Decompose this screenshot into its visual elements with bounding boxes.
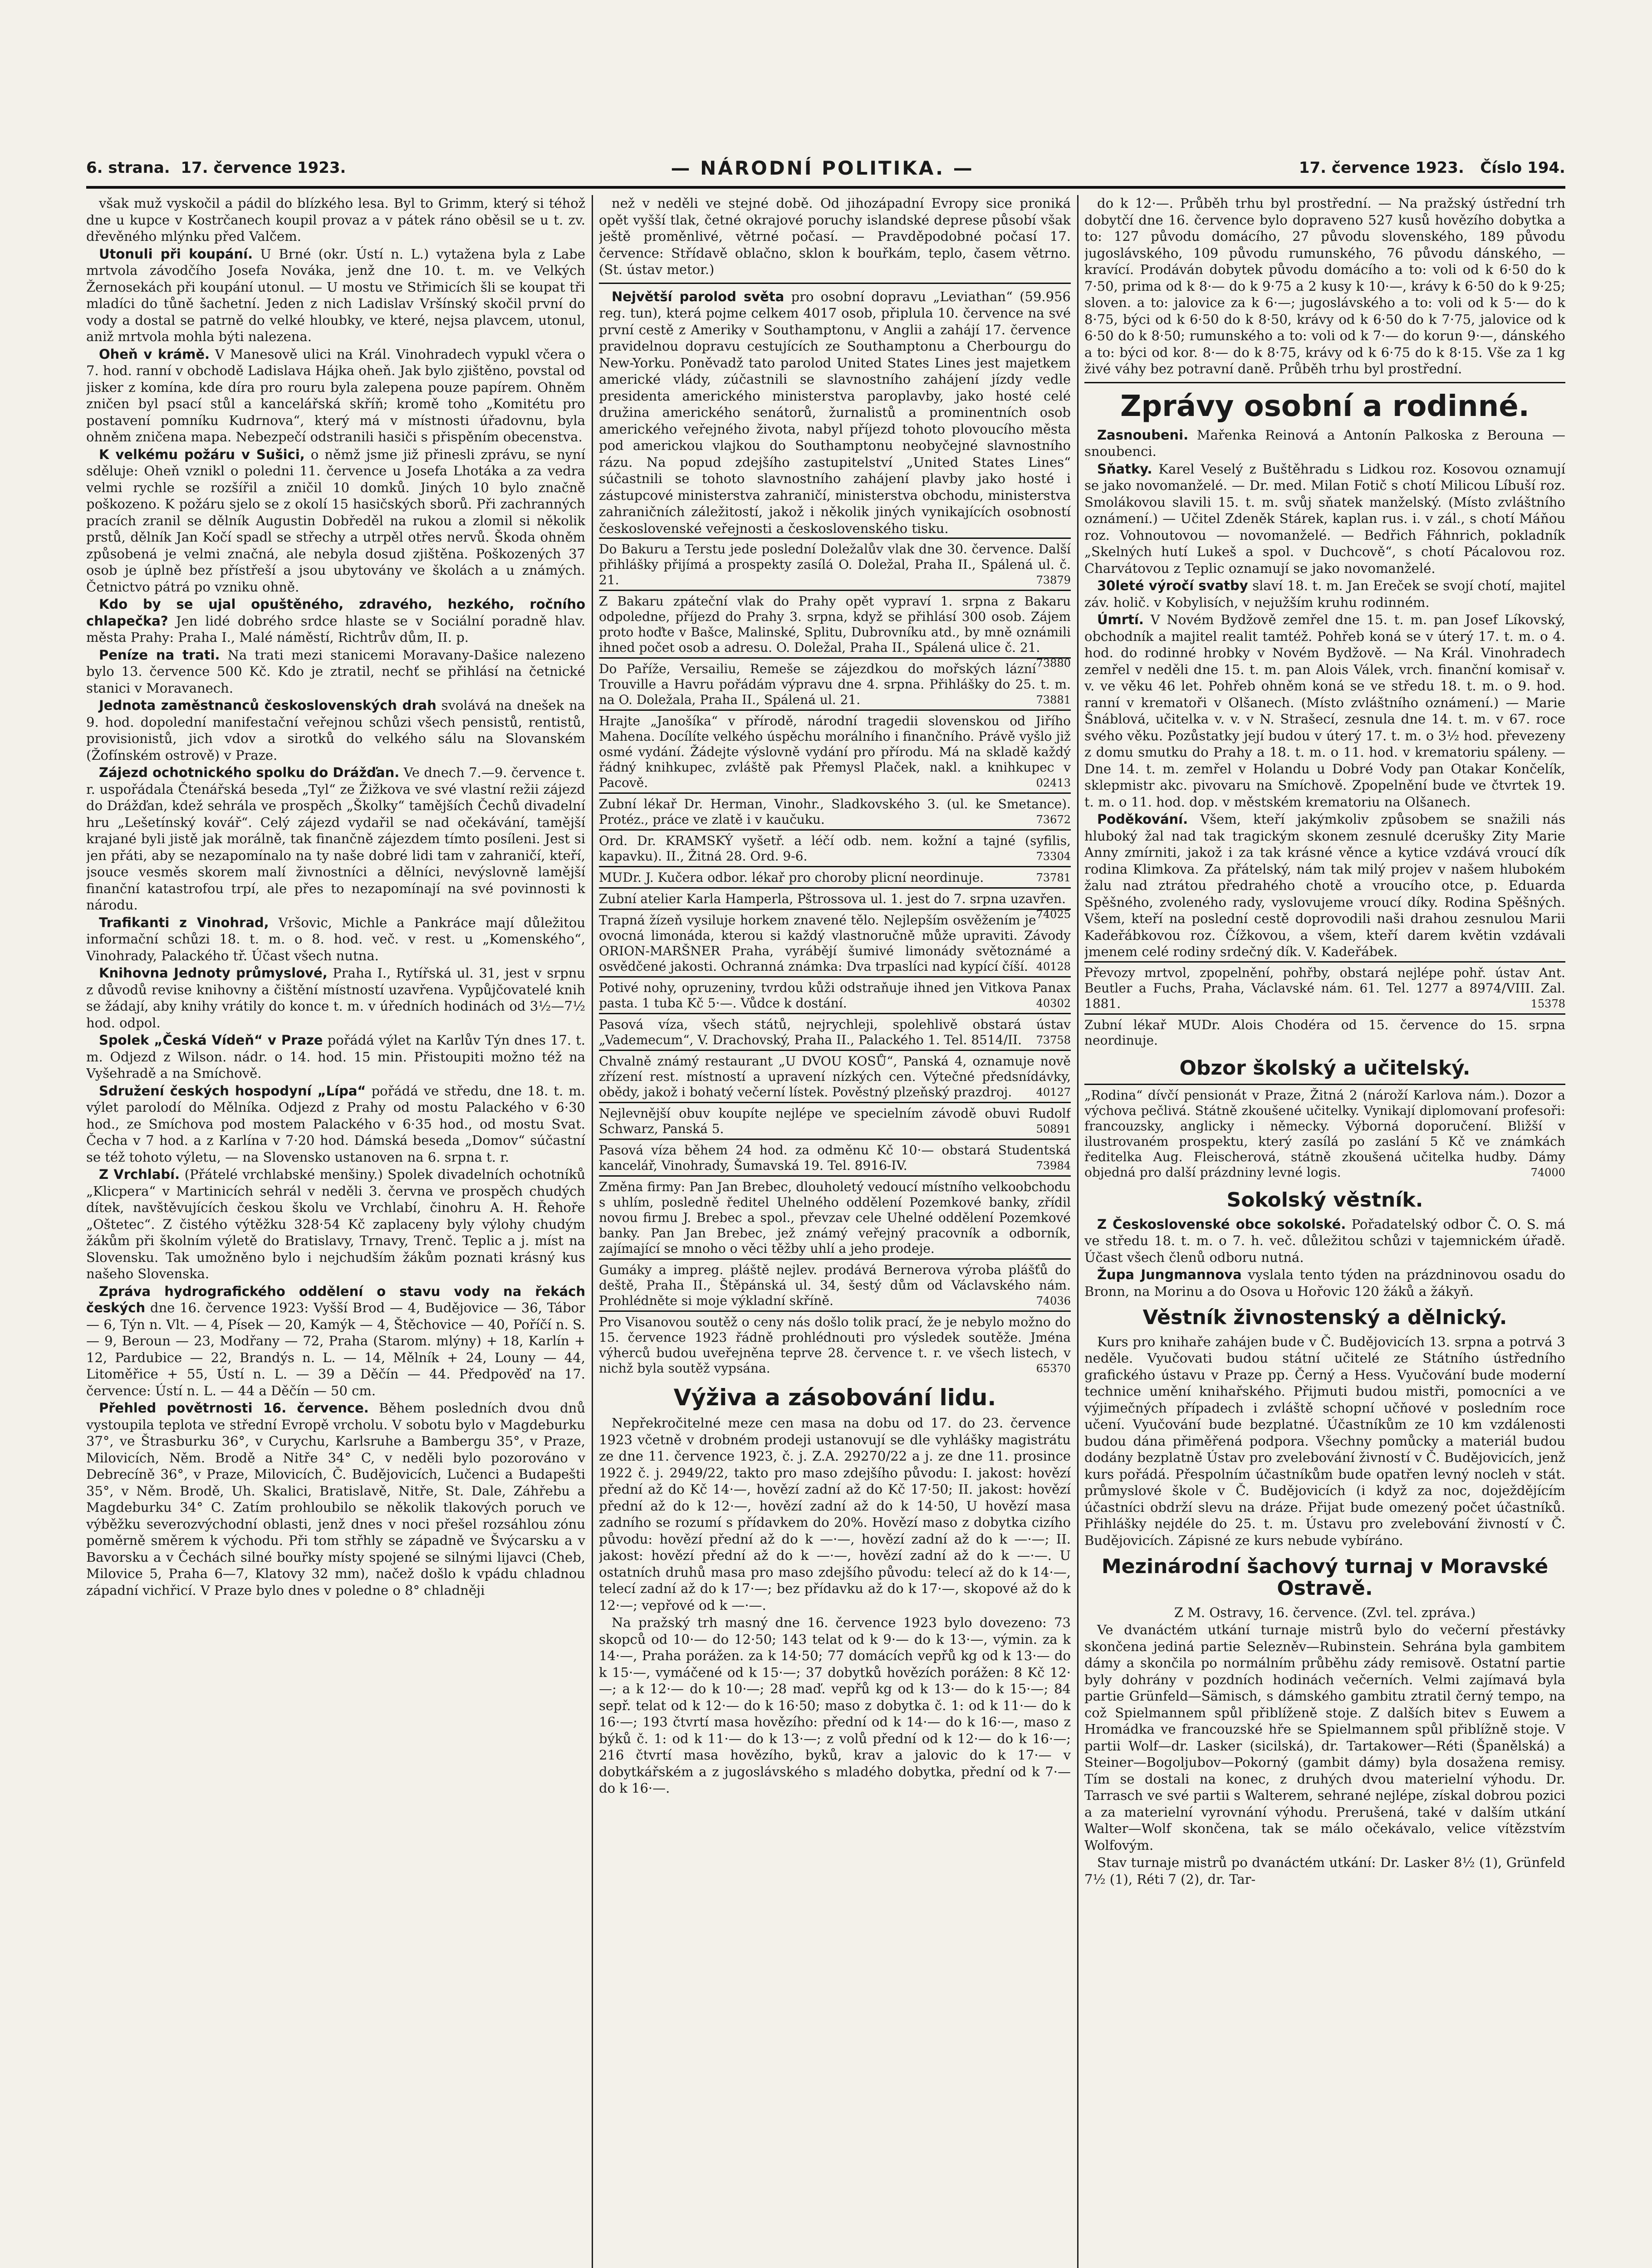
ad-text: Gumáky a impreg. pláště nejlev. prodává Bernerova výroba plášťů do deště, Praha II., Štěpánská ul. 34, šestý dům od Václavského nám. Prohlédněte si moje výkladní skříně. <box>599 1262 1071 1308</box>
personal-item-text: slaví 18. t. m. Jan Ereček se svojí chotí, majitel záv. holič. v Kobylisích, v nejužším kruhu rodinném. <box>1084 578 1565 610</box>
ad-code: 02413 <box>1036 777 1071 789</box>
news-item: Největší parolod světa pro osobní dopravu „Leviathan“ (59.956 reg. tun), která pojme celkem 4017 osob, připlula 10. července na své první cestě z Ameriky v Southamptonu, v Anglii a zahájí 17. července pravidelnou dopravu cestujících ze Southamptonu a Cherbourgu do New-Yorku. Poněvadž tato parolod United States Lines jest majetkem americké vlády, zúčastnili se slavnostního zahájení jízdy vedle presidenta amerického ministerstva paroplavby, jako hosté celé družina amerického senátorů, žurnalistů a prominentních osob amerického veřejného života, nabyl příjezd tohoto plovoucího města pod americkou vlajkou do Southamptonu neobyčejné slavnostního rázu. Na popud zdejšího zastupitelství „United States Lines“ súčastnili se tohoto slavnostního zahájení plavby jako hosté i zástupcové ministerstva zahraničí, ministerstva obchodu, ministerstva zahraničních záležitostí, jakož i několik jiných vynikajících osobností československé veřejnosti a československého tisku. <box>599 288 1071 536</box>
news-item-title: Trafikanti z Vinohrad, <box>99 914 269 930</box>
page-label: 6. strana. 17. července 1923. <box>86 159 346 177</box>
ad-code: 65370 <box>1036 1362 1071 1375</box>
ad-text: Do Bakuru a Terstu jede poslední Doležalův vlak dne 30. července. Další přihlášky přijímá a prospekty zasílá O. Doležal, Praha II., Spálená ul. č. 21. <box>599 542 1071 587</box>
chess-dateline: Z M. Ostravy, 16. července. (Zvl. tel. zpráva.) <box>1174 1604 1476 1620</box>
ad-code: 40128 <box>1036 960 1071 973</box>
news-item-text: dne 16. července 1923: Vyšší Brod — 4, Budějovice — 36, Tábor — 6, Týn n. Vlt. — 4, Písek — 20, Kamýk — 4, Štěchovice — 40, Poříčí n. S. — 9, Beroun — 23, Modřany — 72, Praha (Starom. mlýny) + 18, Karlín + 12, Pardubice — 22, Brandýs n. L. — 14, Mělník + 24, Louny — 44, Litoměřice + 55, Ústí n. L. — 39 a Děčín — 44. Předpověď na 17. července: Ústí n. L. — 44 a Děčín — 50 cm. <box>86 1300 585 1398</box>
page-header <box>86 150 1565 186</box>
ad-text: Ord. Dr. KRAMSKÝ vyšetř. a léčí odb. nem. kožní a tajné (syfilis, kapavku). II., Žitná 28. Ord. 9-6. <box>599 833 1071 864</box>
personal-item-title: Sňatky. <box>1097 461 1152 477</box>
ad-text: Převozy mrtvol, zpopelnění, pohřby, obstará nejlépe pohř. ústav Ant. Beutler a Fuchs, Praha, Václavské nám. 61. Tel. 1277 a 8974/VIII. Zal. 1881. <box>1084 965 1565 1011</box>
news-item-text: Na trati mezi stanicemi Moravany-Dašice nalezeno bylo 13. července 500 Kč. Kdo je ztratil, nechť se přihlásí na četnické stanici v Moravanech. <box>86 647 585 696</box>
ad-text: Pasová víza, všech států, nejrychleji, spolehlivě obstará ústav „Vademecum“, V. Drachovský, Praha II., Palackého 1. Tel. 8514/II. <box>599 1017 1071 1047</box>
personal-item <box>1084 811 1565 960</box>
column-rule <box>592 195 593 2268</box>
ad-code: 40127 <box>1036 1086 1071 1099</box>
paper-title: — NÁRODNÍ POLITIKA. — <box>671 156 974 179</box>
classified-ad <box>599 1102 1071 1139</box>
classified-ad <box>599 792 1071 829</box>
ad-text: Do Paříže, Versailiu, Remeše se zájezdkou do mořských lázní Trouville a Havru pořádám výpravu dne 4. srpna. Přihlášky do 25. t. m. na O. Doležala, Praha II., Spálená ul. 21. <box>599 661 1071 707</box>
sokol-item-title: Z Československé obce sokolské. <box>1097 1216 1346 1232</box>
ad-code: 73758 <box>1036 1034 1071 1046</box>
news-item <box>86 1083 585 1166</box>
news-item-title: Peníze na trati. <box>99 647 220 663</box>
ad-text: Trapná žízeň vysiluje horkem znavené tělo. Nejlepším osvěžením je ovocná limonáda, kterou si každý vlastnoručně může upraviti. Závody ORION-MARŠNER Praha, vyrábějí šumivé limonády světoznámé a osvědčené jakosti. Ochranná známka: Dva trpaslíci nad kypící číší. <box>599 913 1071 974</box>
classified-ad <box>599 866 1071 887</box>
classified-ad <box>599 887 1071 921</box>
news-item <box>86 647 585 697</box>
news-item-title: Z Vrchlabí. <box>99 1167 180 1182</box>
news-item <box>86 965 585 1031</box>
news-item <box>86 246 585 345</box>
news-item-title: Kdo by se ujal opuštěného, zdravého, hezkého, ročního chlapečka? <box>86 596 585 629</box>
classified-ad <box>599 1139 1071 1175</box>
news-item <box>86 1400 585 1598</box>
ad-code: 50891 <box>1036 1123 1071 1135</box>
classified-ad <box>1084 961 1565 1013</box>
news-item-text: (Přátelé vrchlabské menšiny.) Spolek divadelních ochotníků „Klicpera“ v Martinicích sehrál v neděli 3. června ve prospěch chudých dítek, navštěvujících českou školu ve Vrchlabí, činohru A. H. Řehoře „Oštetec“. Z čistého výtěžku 328·54 Kč zaplaceny byly výlohy chudým žákům při školním výletě do Bratislavy, Trnavy, Trenč. Teplic a j. míst na Slovensku. Tak umožněno bylo i nejchudším žákům poznati krásný kus našeho Slovenska. <box>86 1167 585 1281</box>
personal-item-title: Zasnoubeni. <box>1097 427 1189 443</box>
column-2 <box>599 195 1071 2268</box>
header-rule <box>86 186 1565 189</box>
personal-item-text: V Novém Bydžově zemřel dne 15. t. m. pan Josef Líkovský, obchodník a majitel realit tamtéž. Pohřeb koná se v úterý 17. t. m. o 4. hod. do rodinné hrobky v Novém Bydžově. — Na Král. Vinohradech zemřel v neděli dne 15. t. m. pan Alois Válek, vrch. finanční komisař v. v. ve věku 46 let. Pohřeb ohněm koná se ve středu 18. t. m. o 9. hod. ranní v krematoři v Olšanech. (Místo zvláštního oznámení.) — Marie Šnáblová, učitelka v. v. v N. Strašecí, zesnula dne 14. t. m. v 67. roce svého věku. Pozůstatky její budou v úterý 17. t. m. o 3½ hod. převezeny z domu smutku do Prahy a 18. t. m. o 11. hod. v krematoriu spáleny. — Dne 14. t. m. zemřel v Holandu u Dobré Vody pan Otakar Končelík, sklepmistr akc. pivovaru na Smíchově. Zpopelnění bude ve čtvrtek 19. t. m. o 11. hod. dop. v městském krematoriu na Olšanech. <box>1084 612 1565 810</box>
classified-ad <box>599 909 1071 976</box>
news-item-title: Zpráva hydrografického oddělení o stavu vody na řekách českých <box>86 1283 585 1315</box>
news-item-title: Utonuli při koupání. <box>99 246 253 262</box>
classified-ad <box>599 829 1071 866</box>
news-item <box>86 1283 585 1399</box>
news-item <box>86 596 585 646</box>
ad-text: Zubní lékař Dr. Herman, Vinohr., Sladkovského 3. (ul. ke Smetance). Protéz., práce ve zlatě i v kaučuku. <box>599 797 1071 827</box>
personal-item <box>1084 461 1565 577</box>
school-ad: „Rodina“ dívčí pensionát v Praze, Žitná 2 (nároží Karlova nám.). Dozor a výchova pečlivá. Státně zkoušené učitelky. Vynikají diplomovaní profesoři: francouzsky, anglicky i německy. Výborná doporučení. Bližší v ilustrovaném prospektu, který zasílá po zaslání 5 Kč ve známkách ředitelka Aug. Fleischerová, státně zkoušená učitelka hudby. Dámy objedná pro další prázdniny levné logis. 74000 <box>1084 1084 1565 1182</box>
personal-item-text: Všem, kteří jakýmkoliv způsobem se snažili nás hluboký žal nad tak tragickým skonem zesnulé dcerušky Zity Marie Anny zmírniti, jakož i za tak krásné věnce a kytice vzdává vroucí dík rodina Klimkova. Za přátelský, nám tak milý projev v našem hlubokém žalu nad ztrátou předrahého chotě a vroucího otce, p. Eduarda Spěšného, zvoleného rady, vyslovujeme vroucí díky. Rodina Spěšných. Všem, kteří na poslední cestě doprovodili naši drahou zesnulou Marii Kadeřábkovou roz. Čížkovou, a všem, kteří darem květin vzdávali jmenem celé rodiny srdečný dík. V. Kadeřábek. <box>1084 811 1565 960</box>
ad-code: 73672 <box>1036 813 1071 826</box>
classified-ads <box>1084 961 1565 1050</box>
news-item-text: Jen lidé dobrého srdce hlaste se v Sociální poradně hlav. města Prahy: Praha I., Malé náměstí, Richtrův dům, II. p. <box>86 613 585 645</box>
section-title-chess: Mezinárodní šachový turnaj v Moravské Ostravě. <box>1101 1555 1549 1600</box>
classified-ad <box>599 538 1071 590</box>
ad-text: Pasová víza během 24 hod. za odměnu Kč 10·— obstará Studentská kancelář, Vinohrady, Šumavská 19. Tel. 8916-IV. <box>599 1143 1071 1173</box>
divider <box>599 283 1071 284</box>
personal-item-title: Poděkování. <box>1097 811 1188 827</box>
column-1 <box>86 195 585 2268</box>
news-item <box>86 195 585 245</box>
news-item-title: K velkému požáru v Sušici, <box>99 446 305 462</box>
classified-ad <box>599 1013 1071 1050</box>
sokol-item <box>1084 1266 1565 1300</box>
section-title-sokol: Sokolský věstník. <box>1226 1188 1423 1212</box>
ad-code: 73304 <box>1036 850 1071 863</box>
ad-code: 73880 <box>1036 657 1071 670</box>
ad-code: 73984 <box>1036 1159 1071 1172</box>
classified-ad <box>599 1310 1071 1378</box>
classified-ad <box>599 1258 1071 1310</box>
classified-ad <box>599 976 1071 1013</box>
news-item-title: Knihovna Jednoty průmyslové, <box>99 965 328 981</box>
ad-text: MUDr. J. Kučera odbor. lékař pro choroby plicní neordinuje. <box>599 870 984 885</box>
ad-text: Z Bakaru zpáteční vlak do Prahy opět vypraví 1. srpna z Bakaru odpoledne, příjezd do Prahy 3. srpna, když se přihlásí 300 osob. Zájem proto hoďte v Bašce, Malinské, Splitu, Dubrovníku atd., by mně oznámili ihned počet osob a adresu. O. Doležal, Praha II., Spálená ulice č. 21. <box>599 594 1071 655</box>
news-item-text: Během posledních dvou dnů vystoupila teplota ve střední Evropě vrcholu. V sobotu bylo v Magdeburku 37°, ve Štrasburku 36°, v Curychu, Karlsruhe a Bambergu 35°, v Praze, Milovicích, Něm. Brodě a Nitře 34° C, v neděli bylo pozorováno v Debrecíně 36°, v Praze, Milovicích, Č. Budějovicích, Lučenci a Budapešti 35°, v Něm. Brodě, Uh. Skalici, Bratislavě, Nitře, St. Dale, Záhřebu a Magdeburku 34° C. Zatím prohloubilo se několik tlakových poruch ve výběžku severozvýchodní oblasti, jenž dnes v noci přešel rozsáhlou zónu poměrně směrem k východu. Při tom střhly se západně ve Švýcarsku a v Bavorsku a v Čechách silné bouřky místy spojené se silnými lijavci (Cheb, Milovice 5, Praha 6—7, Klatovy 32 mm), načež došlo k vpádu chladnou západní vichřicí. V Praze bylo dnes v poledne o 8° chladněji <box>86 1400 585 1598</box>
news-item-text: Praha I., Rytířská ul. 31, jest v srpnu z důvodů revise knihovny a čištění místností uzavřena. Vypůjčovatelé knih se žádají, aby knihy vrátily do konce t. m. v úředních hodinách od 3½—7½ hod. odpol. <box>86 965 585 1031</box>
news-item-text: Vršovic, Michle a Pankráce mají důležitou informační schůzi 18. t. m. o 8. hod. več. v rest. u „Komenského“, Vinohrady, Palackého tř. Účast všech nutna. <box>86 914 585 963</box>
ad-text: Hrajte „Janošíka“ v přírodě, národní tragedii slovenskou od Jiřího Mahena. Docílíte velkého úspěchu morálního i finančního. Právě vyšlo již osmé vydání. Žádejte výslovně vydání pro přírodu. Má na skladě každý řádný knihkupec, zvláště pak Přemysl Plaček, nakl. a knihkupec v Pacově. <box>599 714 1071 790</box>
sokol-item-title: Župa Jungmannova <box>1097 1267 1242 1283</box>
sokol-item-text: Pořadatelský odbor Č. O. S. má ve středu 18. t. m. o 7. h. več. důležitou schůzi v tajemnickém úřadě. Účast všech členů odboru nutná. <box>1084 1216 1565 1265</box>
classified-ad <box>599 1175 1071 1258</box>
meat-prices: Nepřekročitelné meze cen masa na dobu od 17. do 23. července 1923 včetně v drobném prodeji ustanovují se dle vyhlášky magistrátu ze dne 11. července 1923, č. j. Z.A. 29270/22 a j. ze dne 11. prosince 1922 č. j. 2949/22, takto pro maso zdejšího původu: I. jakost: hovězí přední až do Kč 14·—, hovězí zadní až do Kč 17·50; II. jakost: hovězí přední až do k 12·—, hovězí zadní až do k 14·50, U hovězí masa zadního se rozumí s přídavkem do 20%. Hovězí maso z dobytka cizího původu: hovězí přední až do k —·—, hovězí zadní až do k —·—; II. jakost: hovězí přední až do k —·—, hovězí zadní až do k —·—. U ostatních druhů masa pro maso zdejšího původu: telecí až do k 14·—, telecí zadní až do k 17·—; bez přídavku až do k 17·—, skopové až do k 12·—; vepřové od k —·—. <box>599 1415 1071 1613</box>
classified-ad <box>599 709 1071 792</box>
news-item-text: o němž jsme již přinesli zprávu, se nyní sděluje: Oheň vznikl o poledni 11. července u Josefa Lhotáka a za vedra velmi rychle se rozšířil a zničil 10 domků. Jiných 10 bylo značně poškozeno. K požáru sjelo se z okolí 15 hasičských sborů. Při zachranných pracích zranil se dělník Augustin Dobředěl na rukou a zlomil si několik prstů, dělník Jan Kočí spadl se střechy a utrpěl otřes nervů. Škoda ohněm způsobená je velmi značná, ale nebyla dosud zjištěna. Poškozených 37 osob je úplně bez přístřeší a jsou ubytovány ve školách a u známých. Četnictvo pátrá po vzniku ohně. <box>86 446 585 595</box>
news-item-text: svolává na dnešek na 9. hod. dopolední manifestační veřejnou schůzi všech pensistů, rentistů, provisionistů, jich vdov a sirotků do velkého sálu na Slovanském (Žofínském ostrově) v Praze. <box>86 698 585 763</box>
ad-text: Potivé nohy, opruzeniny, tvrdou kůži odstraňuje ihned jen Vitkova Panax pasta. 1 tuba Kč 5·—. Vůdce k dostání. <box>599 980 1071 1011</box>
news-item <box>86 1166 585 1282</box>
news-item-title: Přehled povětrnosti 16. července. <box>99 1400 369 1416</box>
market-continuation: do k 12·—. Průběh trhu byl prostřední. — Na pražský ústřední trh dobytčí dne 16. července bylo dopraveno 527 kusů hovězího dobytka a to: 127 původu domácího, 27 původu slovenského, 189 původu jugoslávského, 109 původu rumunského, 76 původu dánského, — kravící. Prodáván dobytek původu domácího a to: voli od k 6·50 do k 7·50, prima od k 8·— do k 9·75 a 2 kusy k 10·—, krávy k 6·50 do k 9·25; sloven. a to: jalovice za k 6·—; jugoslávského a to: voli od k 5·— do k 8·75, býci od k 6·50 do k 8·50, krávy od k 6·50 do k 7·75, jalovice od k 6·50 do k 8·50; rumunského a to: voli od k 7·— do korun 9·—, dánského a to: býci od kor. 8·— do k 8·75, krávy od k 6·75 do k 8·15. Vše za 1 kg živé váhy bez potravní daně. Průběh trhu byl prostřední. <box>1084 196 1565 376</box>
personal-item-text: Mařenka Reinová a Antonín Palkoska z Berouna — snoubenci. <box>1084 427 1565 459</box>
personal-item <box>1084 577 1565 611</box>
meat-market: Na pražský trh masný dne 16. července 1923 bylo dovezeno: 73 skopců od 10·— do 12·50; 143 telat od k 9·— do k 13·—, výmin. za k 14·—, Praha porážen. za k 14·50; 77 domácích vepřů kg od k 13·— do k 15·—, vymáčené od k 15·—; 37 dobytků hovězích porážen: 8 Kč 12·—; a k 12·— do k 10·—; 28 maď. vepřů kg od k 13·— do k 15·—; 84 sepř. telat od k 12·— do k 16·50; maso z dobytka č. 1: od k 11·— do k 16·—; 193 čtvrtí masa hovězího: přední od k 14·— do k 16·—, maso z býků č. 1: od k 11·— do k 13·—; z volů přední od k 12·— do k 16·—; 216 čtvrtí masa hovězího, byků, krav a jalovic do k 17·— v dobytkářském a z jugoslávského s mladého dobytka, přední od k 7·— do k 16·—. <box>599 1615 1071 1796</box>
column-3 <box>1084 195 1565 2268</box>
news-item <box>86 764 585 914</box>
sokol-item-text: vyslala tento týden na prázdninovou osadu do Bronn, na Morinu a do Osova u Hořovic 120 žáků a žákyň. <box>1084 1267 1565 1299</box>
classified-ad <box>599 1050 1071 1102</box>
issue-info: 17. července 1923. Číslo 194. <box>1299 159 1565 177</box>
ad-code: 15378 <box>1530 997 1565 1010</box>
classified-ads <box>599 538 1071 1378</box>
section-title-personal: Zprávy osobní a rodinné. <box>1120 389 1529 423</box>
news-item-text: pořádá ve středu, dne 18. t. m. výlet parolodí do Mělníka. Odjezd z Prahy od mostu Palackého v 6·30 hod., ze Smíchova pod mostem Palackého v 6·35 hod., od mostu Svat. Čecha v 7 hod. a z Karlína v 7·20 hod. Dámská beseda „Domov“ súčastní se též tohoto výletu, — na Slovensko ustanoven na 6. srpna t. r. <box>86 1083 585 1165</box>
personal-item-title: 30leté výročí svatby <box>1097 578 1248 594</box>
news-item <box>86 1032 585 1082</box>
classified-ad <box>1084 1013 1565 1050</box>
news-item-title: Sdružení českých hospodyní „Lípa“ <box>99 1083 366 1099</box>
ad-text: Změna firmy: Pan Jan Brebec, dlouholetý vedoucí místního velkoobchodu s uhlím, posledně ředitel Uhelného oddělení Pozemkové banky, zřídil novou firmu J. Brebec a spol., převzav cele Uhelné oddělení Pozemkové banky. Pan Jan Brebec, jež známý veřejný pracovník a odborník, zajímající se mnoho o věci těžby uhlí a jeho prodeje. <box>599 1179 1071 1256</box>
news-item <box>86 446 585 596</box>
section-title-trade: Věstník živnostenský a dělnický. <box>1142 1306 1507 1330</box>
news-item-title: Oheň v krámě. <box>99 346 210 362</box>
ad-text: Chvalně známý restaurant „U DVOU KOSŮ“, Panská 4, oznamuje nově zřízení rest. místností a upravení nízkých cen. Výtečné předsnídávky, obědy, jakož i bohatý večerní lístek. Pověstný plzeňský prazdroj. <box>599 1054 1071 1100</box>
news-item <box>86 697 585 763</box>
personal-item <box>1084 611 1565 810</box>
ad-code: 74025 <box>1036 908 1071 921</box>
ad-text: Zubní lékař MUDr. Alois Chodéra od 15. července do 15. srpna neordinuje. <box>1084 1017 1565 1048</box>
personal-item-title: Úmrtí. <box>1097 612 1144 628</box>
news-item-title: Zájezd ochotnického spolku do Drážďan. <box>99 765 400 780</box>
ad-code: 73881 <box>1036 694 1071 706</box>
ad-code: 73879 <box>1036 574 1071 587</box>
chess-paragraph: Stav turnaje mistrů po dvanáctém utkání: Dr. Lasker 8½ (1), Grünfeld 7½ (1), Réti 7 (2), dr. Tar- <box>1084 1855 1565 1887</box>
news-item-text: V Manesově ulici na Král. Vinohradech vypukl včera o 7. hod. ranní v obchodě Ladislava Hájka oheň. Jak bylo zjištěno, povstal od jisker z komína, kde díra pro rouru byla zalepena pouze papírem. Ohněm zničen byl psací stůl a kancelářská skříň; kromě toho „Komitétu pro postavení pomníku Kudrnova“, který má v místnosti úřadovnu, byla ohněm zničena mapa. Nebezpečí odstranili hasiči s přispěním obecenstva. <box>86 346 585 445</box>
sokol-news <box>1084 1216 1565 1300</box>
chess-report <box>1084 1622 1565 1887</box>
news-item <box>86 914 585 964</box>
divider <box>1084 382 1565 383</box>
ad-code: 40302 <box>1036 997 1071 1010</box>
personal-item-text: Karel Veselý z Buštěhradu s Lidkou roz. Kosovou oznamují se jako novomanželé. — Dr. med. Milan Fotič s chotí Milicou Líbuší roz. Smolákovou slavili 15. t. m. svůj sňatek manželský. (Místo zvláštního oznámení.) — Učitel Zdeněk Stárek, kaplan rus. i. v zál., s chotí Máňou roz. Vohnoutovou — novomanželé. — Bedřich Fáhnrich, pokladník „Skelných hutí Lukeš a spol. v Duchcově“, s chotí Pácalovou roz. Charvátovou z Teplic oznamují se jako novomanželé. <box>1084 461 1565 576</box>
sokol-item <box>1084 1216 1565 1266</box>
news-item-text: Ve dnech 7.—9. července t. r. uspořádala Čtenářská beseda „Tyl“ ze Žižkova ve své vlastní režii zájezd do Drážďan, kdež sehrála ve prospěch „Školky“ tamějších Čechů divadelní hru „Lešetínský kovář“. Celý zájezd vydařil se nad očekávání, tamější krajané byli jistě jak morálně, tak finančně zájezdem tímto posíleni. Jest si jen přáti, aby se nezapomínalo na ty naše dobré lidi tam v zahraničí, kteří, jsouce vesměs skorem malí živnostníci a dělníci, nevýslovně lamější finanční katastrofou trpí, ale přes to nezapomínají na své povinnosti k národu. <box>86 765 585 913</box>
ad-code: 73781 <box>1036 871 1071 884</box>
news-item-title: Spolek „Česká Vídeň“ v Praze <box>99 1032 323 1048</box>
news-item-title: Jednota zaměstnanců československých drah <box>99 698 436 713</box>
news-item-text: U Brné (okr. Ústí n. L.) vytažena byla z Labe mrtvola závodčího Josefa Nováka, jenž dne 10. t. m. ve Velkých Žernosekách při koupání utonul. — U mostu ve Střimicích šli se koupat tři mladíci do tůně šachetní. Jeden z nich Ladislav Vršínský skočil první do vody a dostal se patrně do velké hloubky, ve které, nejsa plavcem, utonul, aniž mrtvola mohla býti nalezena. <box>86 246 585 344</box>
ad-text: Zubní atelier Karla Hamperla, Pštrossova ul. 1. jest do 7. srpna uzavřen. <box>599 891 1066 906</box>
ad-code: 74036 <box>1036 1295 1071 1307</box>
classified-ad <box>599 657 1071 709</box>
weather-continuation: než v neděli ve stejné době. Od jihozápadní Evropy sice proniká opět vyšší tlak, četné okrajové poruchy islandské deprese působí však ještě proměnlivé, větrné počasí. — Pravděpodobné počasí 17. července: Střídavě oblačno, sklon k bouřkám, teplo, časem větrno. (St. ústav metor.) <box>599 196 1071 277</box>
trade-news: Kurs pro knihaře zahájen bude v Č. Budějovicích 13. srpna a potrvá 3 neděle. Vyučovati budou státní učitelé ze Státního ústředního grafického ústavu v Praze pp. Černý a Hess. Vyučování bude moderní technice umění knihařského. Přijmuti budou mistři, pomocníci a ve výjimečných případech i zvláště schopní učňové v posledním roce učení. Vyučování bude bezplatné. Účastníkům ze 10 km vzdálenosti budou dána přiměřená podpora. Všechny pomůcky a materiál budou dodány bezplatně Ústav pro zvelebování živností v Č. Budějovicích, jenž kurs pořádá. Přespolním účastníkům bude opatřen levný nocleh v stát. průmyslové škole v Č. Budějovicích (i když za noc, doježdějícím účastníci obdrží slevu na dráze. Přijat bude omezený počet účastníků. Přihlášky nejdéle do 25. t. m. Ústavu pro zvelebování živností v Č. Budějovicích. Zápisné ze kurs nebude vybíráno. <box>1084 1334 1565 1548</box>
chess-paragraph: Ve dvanáctém utkání turnaje mistrů bylo do večerní přestávky skončena jediná partie Selezněv—Rubinstein. Sehrána byla gambitem dámy a skončila po normálním průběhu zády remisově. Ostatní partie byly dohrány v pozdních hodinách večerních. Velmi zajímavá byla partie Grünfeld—Sämisch, s dámského gambitu ztratil černý tempo, na což Spielmannem spůl přiblíženě stoje. Z dalších bitev s Euwem a Hromádka ve francouzské hře se Spielmannem spůl přiblížně stoje. V partii Wolf—dr. Lasker (sicilská), dr. Tartakower—Réti (Španělská) a Steiner—Bogoljubov—Pokorný (gambit dámy) byla dosažena remisy. Tím se dostali na konec, z druhých dvou materielní výhodu. Dr. Tarrasch ve své partii s Walterem, sehrané nejlépe, získal dobrou pozici a za materielní vyrovnání výhodu. Prerušená, také v dalším utkání Walter—Wolf skončena, tak se málo očekávalo, velice vítězstvím Wolfovým. <box>1084 1622 1565 1853</box>
classified-ad <box>599 590 1071 670</box>
news-item-text: však muž vyskočil a pádil do blízkého lesa. Byl to Grimm, který si téhož dne u kupce v Kostrčanech koupil provaz a v pátek ráno oběsil se u t. zv. dřevěného mlýnku před Valčem. <box>86 196 585 244</box>
section-title-food: Výživa a zásobování lidu. <box>673 1384 996 1411</box>
ad-text: Pro Visanovou soutěž o ceny nás došlo tolik prací, že je nebylo možno do 15. července 1923 řádně prohlédnouti pro výsledek soutěže. Jména výherců budou uveřejněna teprve 28. července t. r. ve všech listech, v nichž byla soutěž vypsána. <box>599 1315 1071 1376</box>
ad-text: Nejlevnější obuv koupíte nejlépe ve specielním závodě obuvi Rudolf Schwarz, Panská 5. <box>599 1106 1071 1136</box>
news-item <box>86 346 585 445</box>
column-rule <box>1077 195 1078 2268</box>
personal-news <box>1084 427 1565 960</box>
personal-item <box>1084 427 1565 460</box>
news-item-text: pořádá výlet na Karlův Týn dnes 17. t. m. Odjezd z Wilson. nádr. o 14. hod. 15 min. Přistoupiti možno též na Vyšehradě a na Smíchově. <box>86 1032 585 1081</box>
section-title-school: Obzor školský a učitelský. <box>1179 1056 1471 1080</box>
